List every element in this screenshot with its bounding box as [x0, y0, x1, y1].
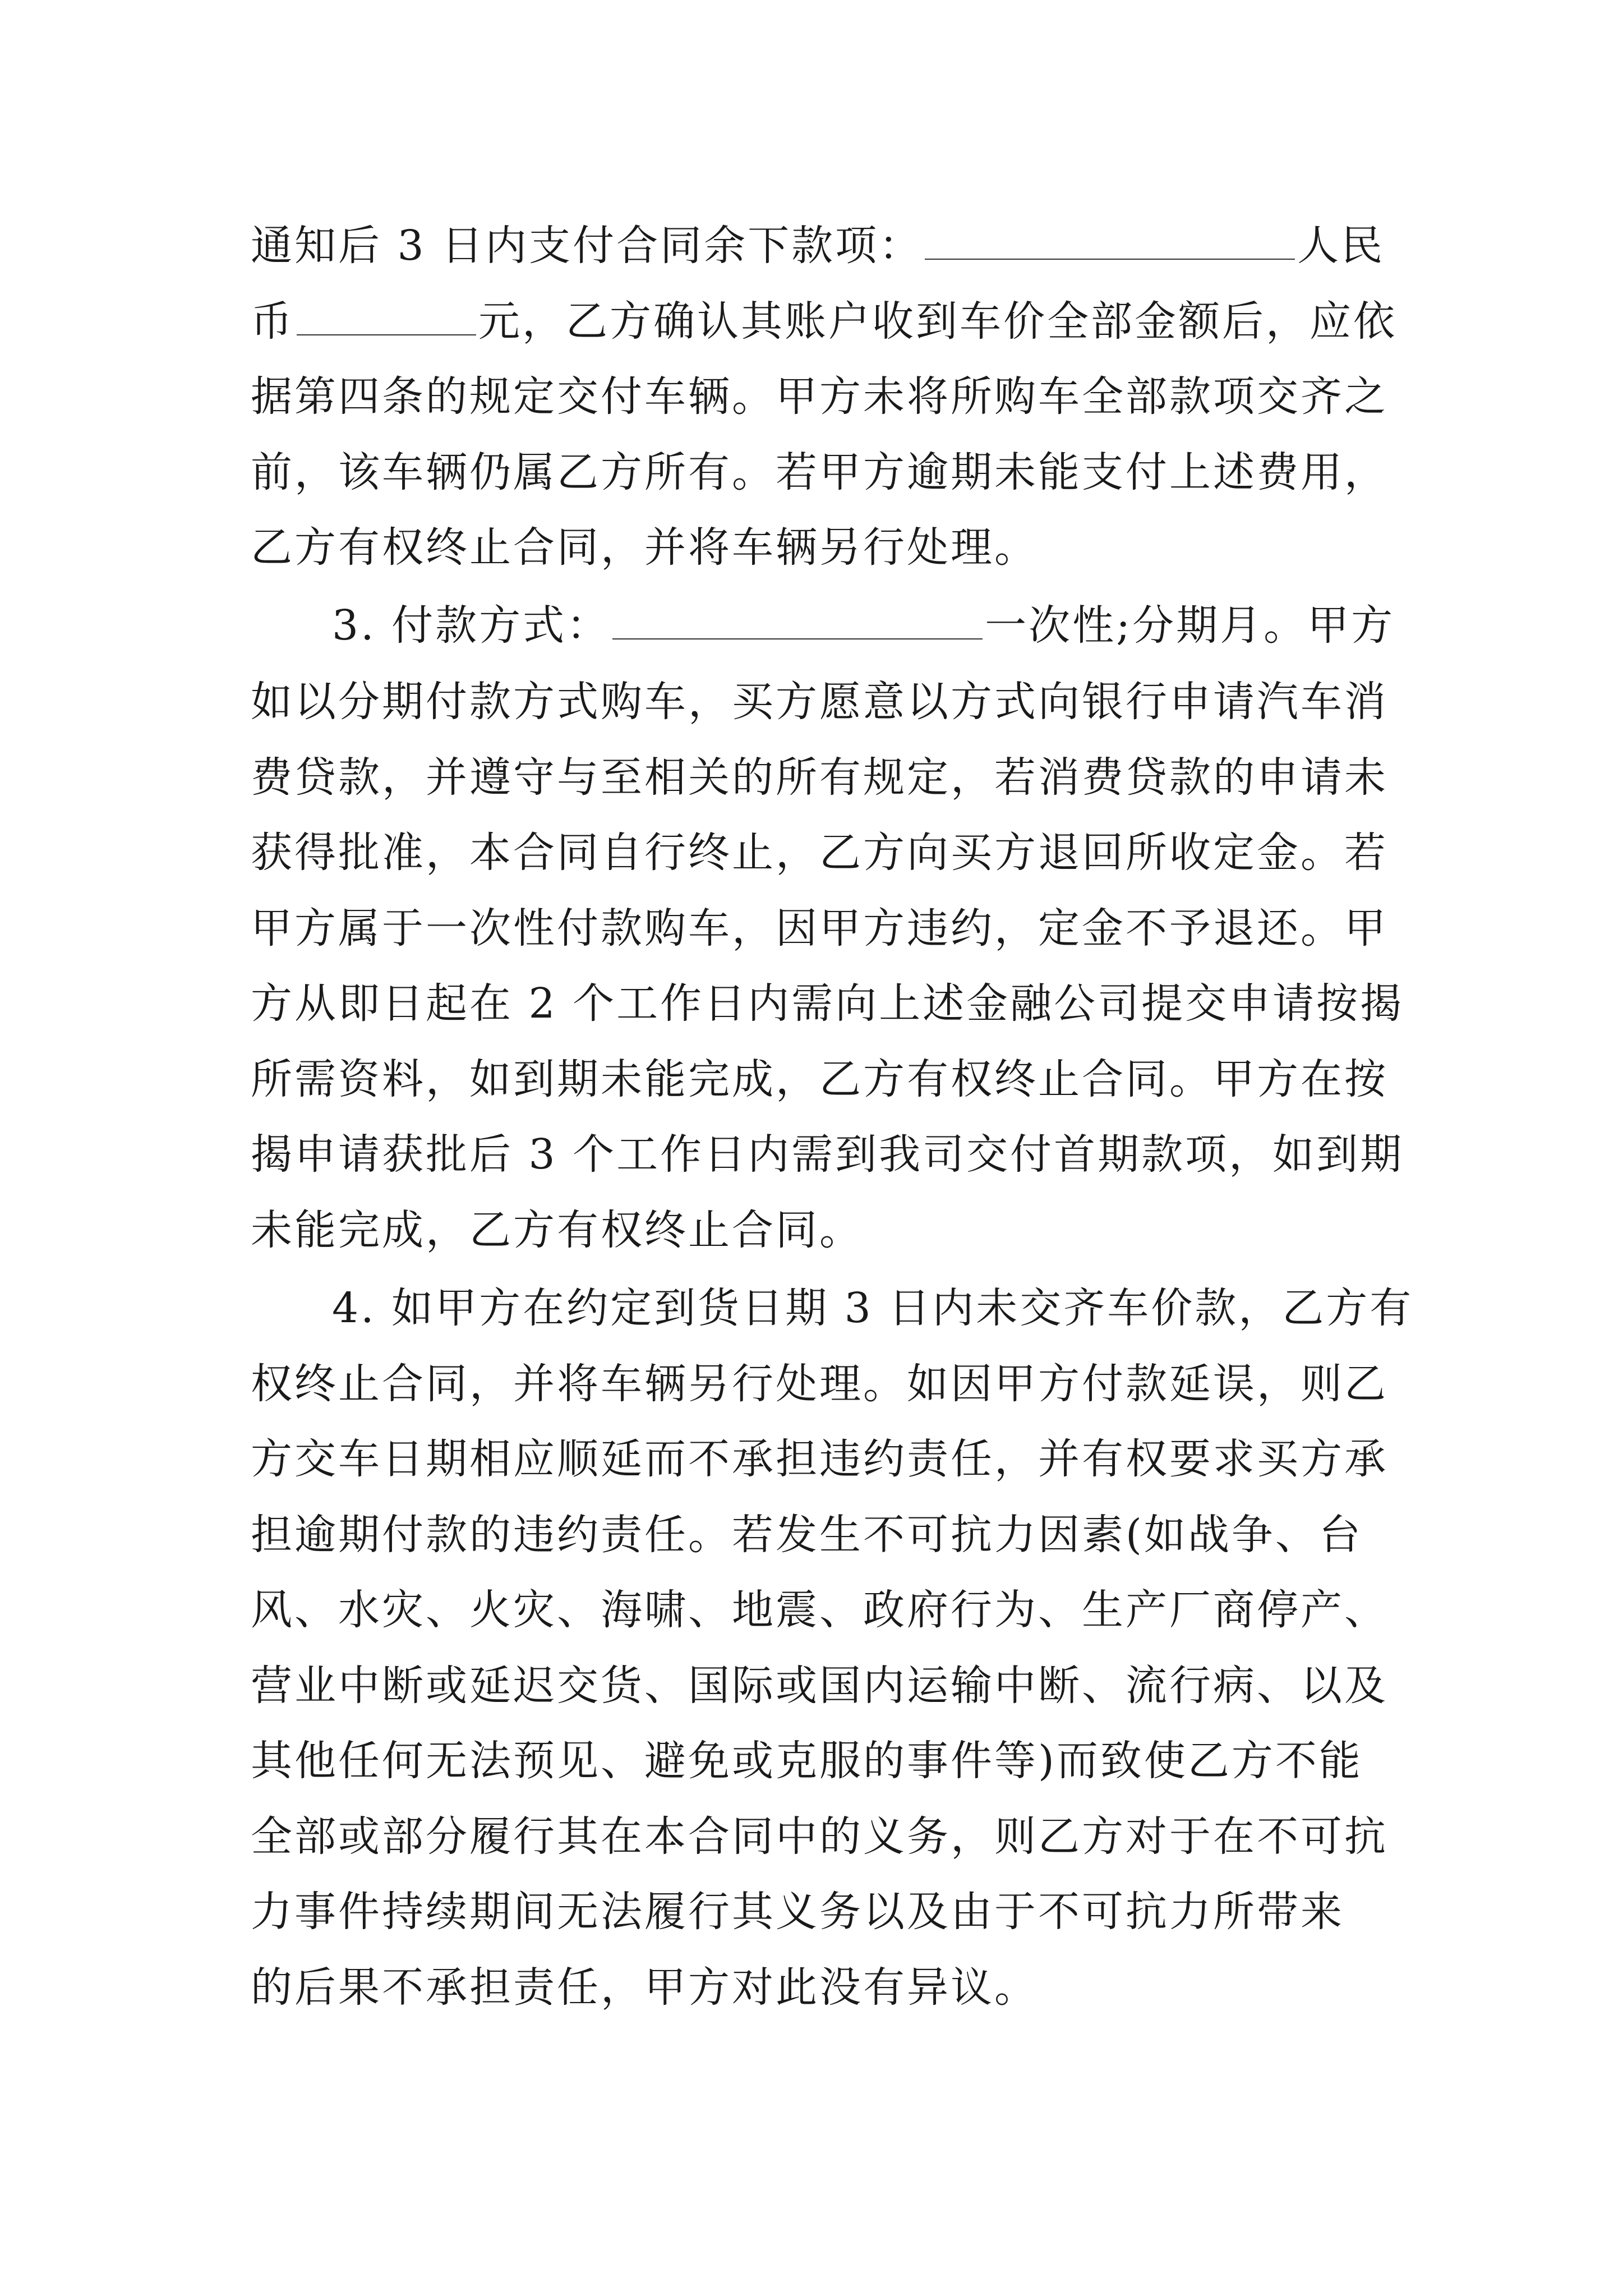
paragraph-2-line-2: 如以分期付款方式购车，买方愿意以方式向银行申请汽车消: [251, 678, 1388, 726]
payment-method-label: 3. 付款方式：: [332, 601, 611, 650]
paragraph-3-line-1: 4. 如甲方在约定到货日期 3 日内未交齐车价款，乙方有: [332, 1284, 1414, 1332]
paragraph-1-line-1: [251, 215, 1385, 277]
paragraph-2-line-9: 未能完成，乙方有权终止合同。: [251, 1206, 863, 1254]
payment-options-text: 一次性;分期月。甲方: [985, 601, 1395, 650]
paragraph-3-line-9: 力事件持续期间无法履行其义务以及由于不可抗力所带来: [251, 1888, 1344, 1936]
remaining-amount-blank: [925, 217, 1295, 260]
paragraph-3-line-6: 营业中断或延迟交货、国际或国内运输中断、流行病、以及: [251, 1662, 1388, 1710]
paragraph-3-line-10: 的后果不承担责任，甲方对此没有异议。: [251, 1963, 1038, 2012]
paragraph-2-line-8: 揭申请获批后 3 个工作日内需到我司交付首期款项，如到期: [251, 1130, 1404, 1179]
payment-remaining-text: 通知后 3 日内支付合同余下款项：: [251, 222, 923, 270]
paragraph-2-line-3: 费贷款，并遵守与至相关的所有规定，若消费贷款的申请未: [251, 753, 1388, 802]
paragraph-2-line-6: 方从即日起在 2 个工作日内需向上述金融公司提交申请按揭: [251, 979, 1404, 1028]
paragraph-3-line-4: 担逾期付款的违约责任。若发生不可抗力因素(如战争、台: [251, 1511, 1363, 1559]
paragraph-3-line-2: 权终止合同，并将车辆另行处理。如因甲方付款延误，则乙: [251, 1360, 1388, 1408]
confirmation-text: 元，乙方确认其账户收到车价全部金额后，应依: [478, 297, 1397, 346]
paragraph-1-line-5: 乙方有权终止合同，并将车辆另行处理。: [251, 523, 1038, 572]
paragraph-1-line-4: 前，该车辆仍属乙方所有。若甲方逾期未能支付上述费用，: [251, 448, 1388, 496]
paragraph-3-line-5: 风、水灾、火灾、海啸、地震、政府行为、生产厂商停产、: [251, 1586, 1388, 1634]
paragraph-2-line-1: [332, 595, 1395, 656]
paragraph-1-line-2: [251, 291, 1397, 352]
currency-text: 人民: [1297, 222, 1385, 270]
paragraph-3-line-3: 方交车日期相应顺延而不承担违约责任，并有权要求买方承: [251, 1435, 1388, 1483]
paragraph-3-line-8: 全部或部分履行其在本合同中的义务，则乙方对于在不可抗: [251, 1812, 1388, 1861]
payment-method-blank: [612, 597, 983, 639]
currency-text-cont: 币: [251, 297, 294, 346]
paragraph-2-line-5: 甲方属于一次性付款购车，因甲方违约，定金不予退还。甲: [251, 904, 1388, 953]
paragraph-1-line-3: 据第四条的规定交付车辆。甲方未将所购车全部款项交齐之: [251, 372, 1388, 421]
paragraph-2-line-7: 所需资料，如到期未能完成，乙方有权终止合同。甲方在按: [251, 1055, 1388, 1103]
yuan-amount-blank: [297, 293, 476, 335]
paragraph-3-line-7: 其他任何无法预见、避免或克服的事件等)而致使乙方不能: [251, 1737, 1363, 1785]
paragraph-2-line-4: 获得批准，本合同自行终止，乙方向买方退回所收定金。若: [251, 829, 1388, 877]
